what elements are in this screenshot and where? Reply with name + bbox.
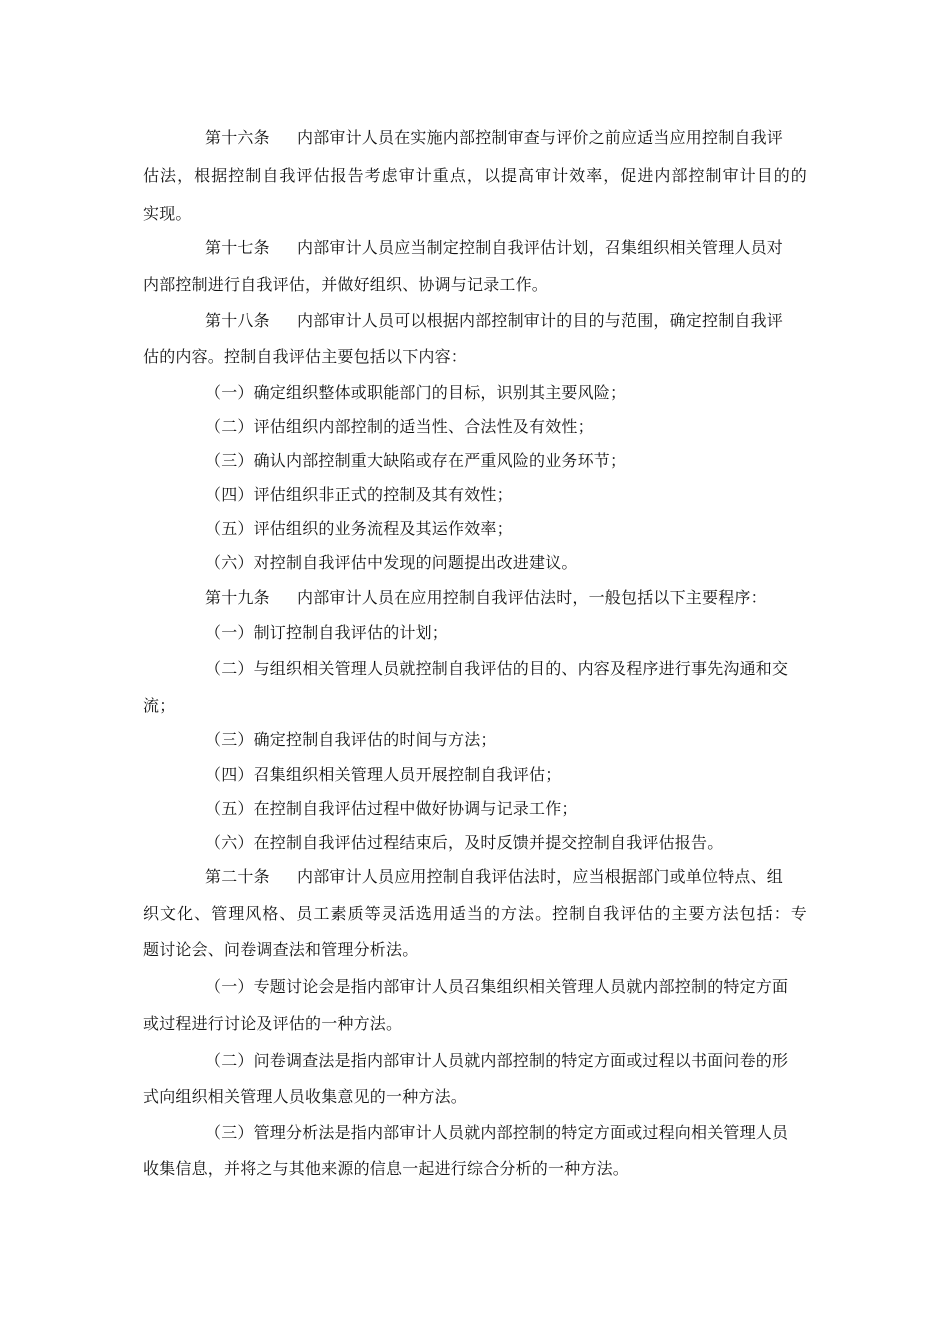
article-19-item-5: （五）在控制自我评估过程中做好协调与记录工作； <box>205 799 578 818</box>
article-19-item-3: （三）确定控制自我评估的时间与方法； <box>205 730 497 749</box>
article-18-line-1 <box>205 311 783 331</box>
article-16-line-3: 实现。 <box>143 204 192 223</box>
article-16-line-1 <box>205 128 783 148</box>
article-16-number: 第十六条 <box>205 128 270 147</box>
article-20-line-3: 题讨论会、问卷调查法和管理分析法。 <box>143 940 419 959</box>
article-20-line-1 <box>205 867 783 887</box>
article-18-item-4: （四）评估组织非正式的控制及其有效性； <box>205 485 513 504</box>
article-18-item-3: （三）确认内部控制重大缺陷或存在严重风险的业务环节； <box>205 451 627 470</box>
article-19-number: 第十九条 <box>205 588 270 607</box>
article-19-line-1 <box>205 588 767 608</box>
article-17-line-2: 内部控制进行自我评估，并做好组织、协调与记录工作。 <box>143 275 549 294</box>
article-18-item-5: （五）评估组织的业务流程及其运作效率； <box>205 519 513 538</box>
article-18-item-6: （六）对控制自我评估中发现的问题提出改进建议。 <box>205 553 578 572</box>
article-20-text-1: 内部审计人员应用控制自我评估法时，应当根据部门或单位特点、组 <box>297 867 784 886</box>
article-19-item-4: （四）召集组织相关管理人员开展控制自我评估； <box>205 765 562 784</box>
article-20-item-1: （一）专题讨论会是指内部审计人员召集组织相关管理人员就内部控制的特定方面 <box>205 977 789 996</box>
article-20-item-1-cont: 或过程进行讨论及评估的一种方法。 <box>143 1014 403 1033</box>
article-19-item-1: （一）制订控制自我评估的计划； <box>205 623 449 642</box>
article-19-item-2-cont: 流； <box>143 696 176 715</box>
article-18-number: 第十八条 <box>205 311 270 330</box>
article-16-text-1: 内部审计人员在实施内部控制审查与评价之前应适当应用控制自我评 <box>297 128 784 147</box>
article-17-text-1: 内部审计人员应当制定控制自我评估计划，召集组织相关管理人员对 <box>297 238 784 257</box>
article-20-item-3: （三）管理分析法是指内部审计人员就内部控制的特定方面或过程向相关管理人员 <box>205 1123 789 1142</box>
article-20-item-2: （二）问卷调查法是指内部审计人员就内部控制的特定方面或过程以书面问卷的形 <box>205 1051 789 1070</box>
article-18-text-1: 内部审计人员可以根据内部控制审计的目的与范围，确定控制自我评 <box>297 311 784 330</box>
article-17-line-1 <box>205 238 783 258</box>
article-19-text-1: 内部审计人员在应用控制自我评估法时，一般包括以下主要程序： <box>297 588 767 607</box>
article-19-item-6: （六）在控制自我评估过程结束后，及时反馈并提交控制自我评估报告。 <box>205 833 724 852</box>
article-20-item-3-cont: 收集信息，并将之与其他来源的信息一起进行综合分析的一种方法。 <box>143 1159 630 1178</box>
article-20-number: 第二十条 <box>205 867 270 886</box>
article-18-line-2: 估的内容。控制自我评估主要包括以下内容： <box>143 347 468 366</box>
article-18-item-1: （一）确定组织整体或职能部门的目标，识别其主要风险； <box>205 383 627 402</box>
article-19-item-2: （二）与组织相关管理人员就控制自我评估的目的、内容及程序进行事先沟通和交 <box>205 659 789 678</box>
article-18-item-2: （二）评估组织内部控制的适当性、合法性及有效性； <box>205 417 594 436</box>
article-16-line-2: 估法，根据控制自我评估报告考虑审计重点，以提高审计效率，促进内部控制审计目的的 <box>143 166 807 185</box>
article-20-line-2: 织文化、管理风格、员工素质等灵活选用适当的方法。控制自我评估的主要方法包括：专 <box>143 904 807 923</box>
article-20-item-2-cont: 式向组织相关管理人员收集意见的一种方法。 <box>143 1087 468 1106</box>
article-17-number: 第十七条 <box>205 238 270 257</box>
